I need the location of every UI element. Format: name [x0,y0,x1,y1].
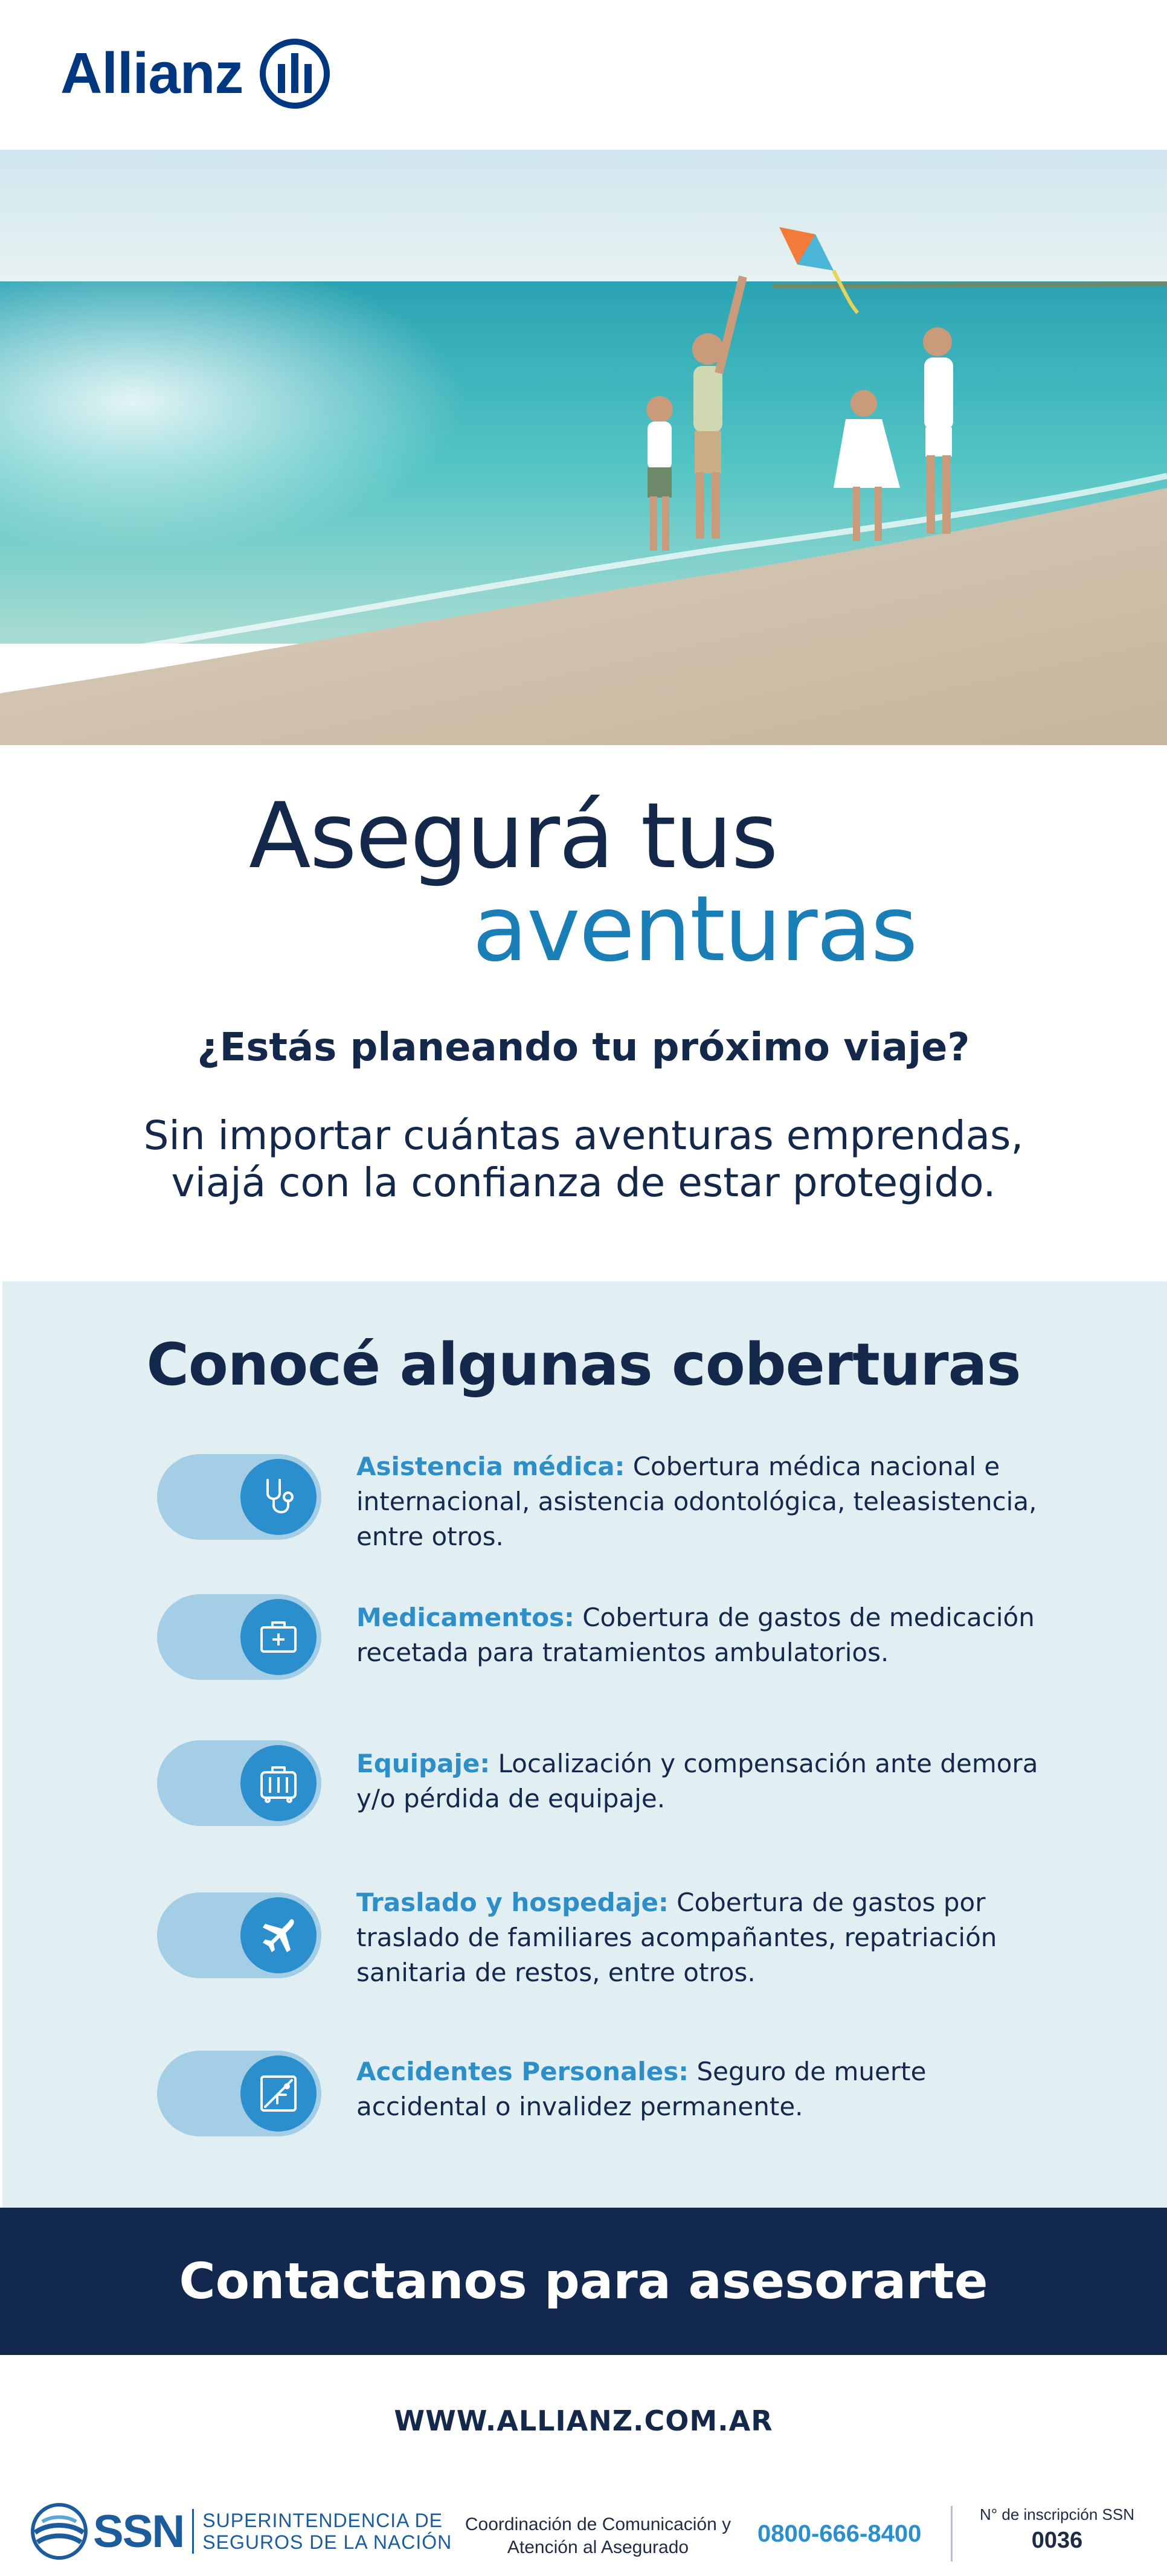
coverage-item [356,1449,1057,1554]
coverage-icon-pill [157,1892,321,1978]
coverage-item-label: Asistencia médica: [356,1452,625,1481]
headline-line-1: Asegurá tus [249,784,777,889]
coverage-item-text: Localización y compensación ante demora y/o pérdida de equipaje. [356,1749,1038,1813]
ssn-globe-icon [30,2502,88,2560]
hero-image [0,150,1167,745]
website-link[interactable]: WWW.ALLIANZ.COM.AR [394,2405,773,2437]
coverage-item [356,1885,1057,1990]
coverage-item-label: Accidentes Personales: [356,2057,689,2086]
contact-cta-text[interactable]: Contactanos para asesorarte [179,2252,988,2310]
phone-number[interactable]: 0800-666-8400 [757,2520,922,2547]
coverage-item-label: Traslado y hospedaje: [356,1888,669,1917]
coordination-line-2: Atención al Asegurado [507,2537,689,2557]
stethoscope-icon [253,1472,304,1522]
tagline-line-1: Sin importar cuántas aventuras emprendas, [143,1112,1024,1159]
registration-label: N° de inscripción SSN [979,2505,1135,2523]
coverage-item [356,2054,1057,2124]
contact-cta-band[interactable] [0,2208,1167,2355]
ssn-divider [192,2509,194,2554]
coverage-item-text: Seguro de muerte accidental o invalidez permanente. [356,2057,927,2121]
accident-icon [253,2068,304,2119]
coverage-item-text: Cobertura de gastos por traslado de familiares acompañantes, repatriación sanitaria de restos, entre otros. [356,1888,997,1987]
coverage-icon-pill [157,1594,321,1680]
footer [0,2495,1167,2574]
airplane-icon [253,1910,304,1961]
luggage-icon [253,1758,304,1809]
allianz-logo[interactable] [60,37,331,110]
footer-divider [951,2506,953,2562]
coverage-title: Conocé algunas coberturas [146,1331,1021,1399]
coverage-icon-pill [157,1740,321,1826]
coordination-line-1: Coordinación de Comunicación y [465,2514,731,2534]
ssn-name-line-2: SEGUROS DE LA NACIÓN [202,2531,452,2553]
ssn-full-name [202,2510,452,2553]
tagline [0,1112,1167,1206]
logo-wordmark: Allianz [60,41,243,106]
coverage-item-text: Cobertura de gastos de medicación recetada para tratamientos ambulatorios. [356,1603,1035,1667]
coverage-item [356,1746,1057,1816]
tagline-line-2: viajá con la confianza de estar protegido. [171,1159,996,1206]
registration-number: 0036 [1031,2528,1083,2553]
registration-info [966,2504,1148,2555]
header [0,0,1167,150]
allianz-eagle-icon [259,37,331,110]
travel-question: ¿Estás planeando tu próximo viaje? [197,1025,970,1070]
coordination-label [459,2513,737,2559]
first-aid-kit-icon [253,1612,304,1662]
ssn-acronym: SSN [93,2505,184,2557]
headline-line-2: aventuras [472,877,917,982]
coverage-item-label: Equipaje: [356,1749,490,1778]
ssn-name-line-1: SUPERINTENDENCIA DE [202,2510,443,2531]
coverage-icon-pill [157,1454,321,1540]
coverage-item-text: Cobertura médica nacional e internacional, asistencia odontológica, teleasistencia, entre otros. [356,1452,1037,1551]
ssn-logo [30,2502,452,2560]
coverage-item-label: Medicamentos: [356,1603,574,1632]
coverage-icon-pill [157,2051,321,2136]
coverage-item [356,1600,1057,1670]
beach-family-illustration [0,150,1167,745]
